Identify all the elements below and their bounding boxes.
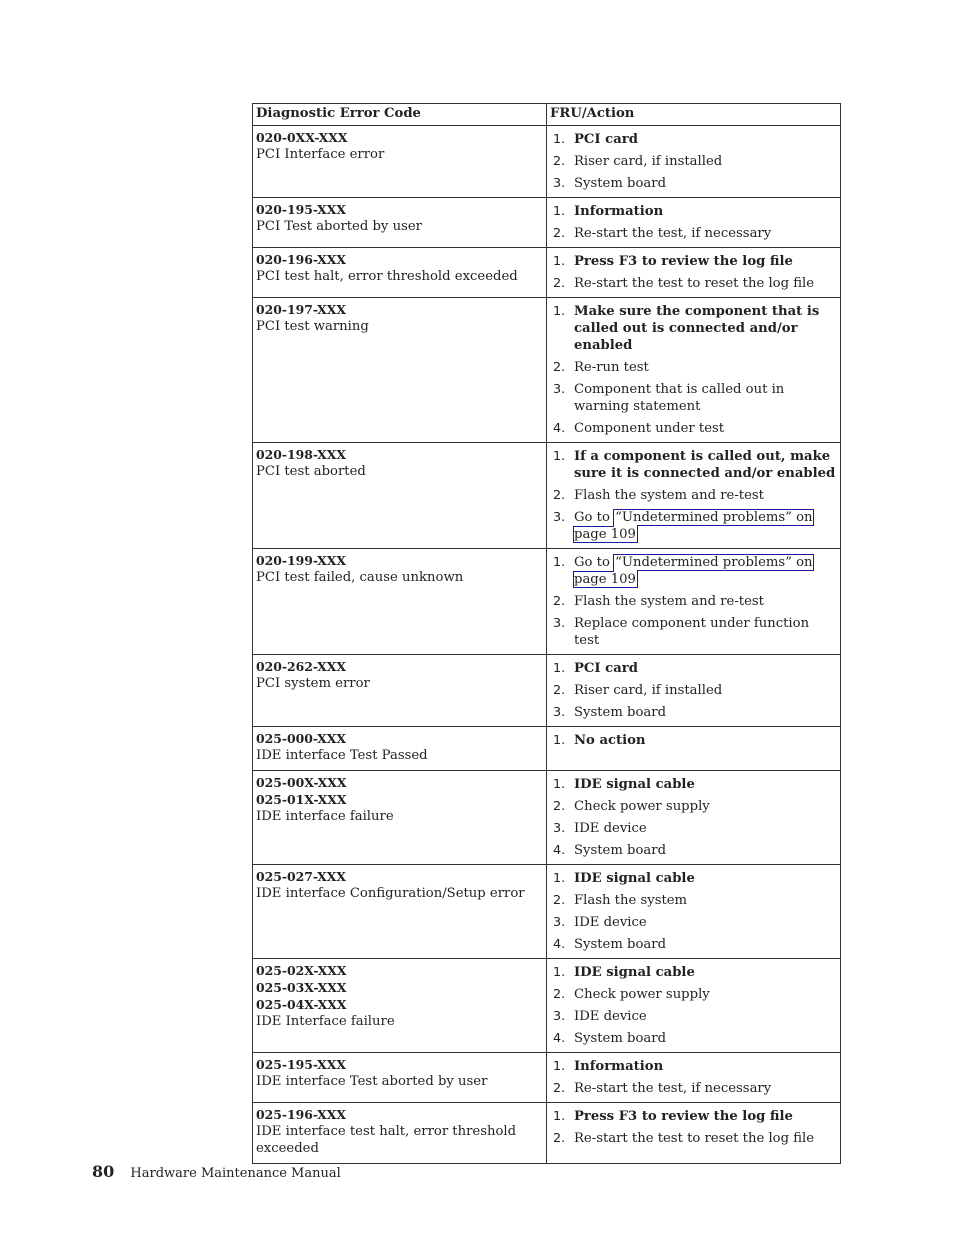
table-header-row <box>253 104 841 126</box>
step-number: 2. <box>553 893 566 908</box>
action-step <box>550 914 837 931</box>
error-description: PCI test failed, cause unknown <box>256 570 464 585</box>
step-text: Re-start the test to reset the log file <box>574 1131 815 1146</box>
step-text: If a component is called out, make sure it is connected and/or enabled <box>574 449 836 481</box>
step-text: Flash the system and re-test <box>574 488 764 503</box>
action-step <box>550 842 837 859</box>
undetermined-problems-link[interactable]: “Undetermined problems” on page 109 <box>574 510 813 542</box>
action-step <box>550 153 837 170</box>
step-text: System board <box>574 843 667 858</box>
table-row <box>253 1053 841 1103</box>
step-text: IDE signal cable <box>574 871 695 886</box>
action-list <box>550 964 837 1047</box>
step-number: 3. <box>553 705 566 720</box>
fru-action-cell <box>547 126 841 198</box>
step-text: Information <box>574 204 664 219</box>
fru-action-cell <box>547 865 841 959</box>
fru-action-cell <box>547 959 841 1053</box>
action-step <box>550 175 837 192</box>
step-text: System board <box>574 937 667 952</box>
step-text: Re-start the test, if necessary <box>574 1081 772 1096</box>
error-code: 020-199-XXX <box>256 553 346 568</box>
footer-title: Hardware Maintenance Manual <box>130 1166 341 1181</box>
action-step <box>550 1108 837 1125</box>
step-number: 1. <box>553 733 566 748</box>
step-number: 2. <box>553 987 566 1002</box>
action-list <box>550 776 837 859</box>
action-step <box>550 1030 837 1047</box>
step-text: Flash the system and re-test <box>574 594 764 609</box>
step-number: 2. <box>553 594 566 609</box>
step-text: Riser card, if installed <box>574 683 723 698</box>
action-step <box>550 732 837 749</box>
step-text: PCI card <box>574 132 638 147</box>
fru-action-cell <box>547 771 841 865</box>
step-number: 1. <box>553 965 566 980</box>
table-row <box>253 549 841 655</box>
action-list <box>550 448 837 543</box>
step-text: System board <box>574 1031 667 1046</box>
step-number: 3. <box>553 915 566 930</box>
table-row <box>253 771 841 865</box>
step-number: 2. <box>553 226 566 241</box>
error-code-cell <box>253 298 547 443</box>
step-text: PCI card <box>574 661 638 676</box>
step-number: 2. <box>553 488 566 503</box>
error-code-cell <box>253 549 547 655</box>
table-row <box>253 198 841 248</box>
step-number: 1. <box>553 871 566 886</box>
action-step <box>550 275 837 292</box>
action-list <box>550 870 837 953</box>
step-text: IDE signal cable <box>574 777 695 792</box>
step-number: 3. <box>553 616 566 631</box>
error-code-cell <box>253 771 547 865</box>
step-text: No action <box>574 733 646 748</box>
step-prefix: Go to <box>574 555 615 570</box>
step-number: 4. <box>553 421 566 436</box>
action-step[interactable] <box>550 554 837 588</box>
error-description: IDE interface Configuration/Setup error <box>256 886 525 901</box>
error-description: PCI Interface error <box>256 147 385 162</box>
step-number: 2. <box>553 1131 566 1146</box>
action-list <box>550 1108 837 1147</box>
error-code-cell <box>253 655 547 727</box>
step-text: Flash the system <box>574 893 688 908</box>
step-prefix: Go to <box>574 510 615 525</box>
step-number: 2. <box>553 154 566 169</box>
action-step <box>550 682 837 699</box>
step-number: 3. <box>553 821 566 836</box>
step-text: Replace component under function test <box>574 616 810 648</box>
action-list <box>550 554 837 649</box>
error-code: 025-196-XXX <box>256 1107 346 1122</box>
action-step <box>550 1130 837 1147</box>
undetermined-problems-link[interactable]: “Undetermined problems” on page 109 <box>574 555 813 587</box>
step-text <box>574 510 813 542</box>
error-description: PCI test halt, error threshold exceeded <box>256 269 518 284</box>
error-code-cell <box>253 1103 547 1164</box>
error-description: PCI test warning <box>256 319 369 334</box>
table-row <box>253 655 841 727</box>
step-text <box>574 555 813 587</box>
error-code: 025-04X-XXX <box>256 997 347 1012</box>
step-number: 4. <box>553 1031 566 1046</box>
step-text: IDE device <box>574 1009 647 1024</box>
action-step <box>550 359 837 376</box>
error-description: IDE interface Test aborted by user <box>256 1074 488 1089</box>
step-number: 1. <box>553 555 566 570</box>
action-step <box>550 448 837 482</box>
step-number: 2. <box>553 683 566 698</box>
fru-action-cell <box>547 1103 841 1164</box>
fru-action-cell <box>547 298 841 443</box>
table-row <box>253 443 841 549</box>
step-number: 2. <box>553 799 566 814</box>
fru-action-cell <box>547 549 841 655</box>
error-code-cell <box>253 443 547 549</box>
table-row <box>253 959 841 1053</box>
error-code: 025-03X-XXX <box>256 980 347 995</box>
action-step <box>550 420 837 437</box>
step-number: 1. <box>553 449 566 464</box>
error-description: IDE interface Test Passed <box>256 748 428 763</box>
step-number: 4. <box>553 937 566 952</box>
action-step <box>550 820 837 837</box>
step-number: 1. <box>553 254 566 269</box>
action-step <box>550 203 837 220</box>
action-list <box>550 660 837 721</box>
error-description: IDE interface failure <box>256 809 394 824</box>
action-step <box>550 487 837 504</box>
fru-action-cell <box>547 727 841 771</box>
step-number: 2. <box>553 360 566 375</box>
error-code: 020-198-XXX <box>256 447 346 462</box>
action-list <box>550 303 837 437</box>
action-list <box>550 131 837 192</box>
step-text: System board <box>574 705 667 720</box>
error-code: 025-01X-XXX <box>256 792 347 807</box>
action-step <box>550 964 837 981</box>
step-number: 1. <box>553 1059 566 1074</box>
fru-action-cell <box>547 248 841 298</box>
action-list <box>550 1058 837 1097</box>
table-row <box>253 1103 841 1164</box>
action-list <box>550 203 837 242</box>
error-description: IDE Interface failure <box>256 1014 395 1029</box>
step-number: 1. <box>553 777 566 792</box>
step-number: 1. <box>553 204 566 219</box>
error-code: 020-195-XXX <box>256 202 346 217</box>
error-code: 020-197-XXX <box>256 302 346 317</box>
fru-action-cell <box>547 443 841 549</box>
action-step <box>550 776 837 793</box>
page-number: 80 <box>92 1162 115 1181</box>
action-step <box>550 303 837 354</box>
table-row <box>253 248 841 298</box>
step-number: 3. <box>553 176 566 191</box>
error-description: PCI system error <box>256 676 370 691</box>
action-step <box>550 1058 837 1075</box>
table-row <box>253 298 841 443</box>
step-text: Check power supply <box>574 799 710 814</box>
step-text: Re-start the test, if necessary <box>574 226 772 241</box>
action-step <box>550 131 837 148</box>
error-code-cell <box>253 727 547 771</box>
action-step <box>550 225 837 242</box>
step-text: IDE device <box>574 915 647 930</box>
action-step <box>550 936 837 953</box>
step-number: 2. <box>553 1081 566 1096</box>
step-text: Press F3 to review the log file <box>574 254 793 269</box>
action-step <box>550 660 837 677</box>
error-code: 020-196-XXX <box>256 252 346 267</box>
step-text: Re-run test <box>574 360 649 375</box>
error-code: 025-02X-XXX <box>256 963 347 978</box>
error-code: 025-000-XXX <box>256 731 346 746</box>
step-number: 3. <box>553 382 566 397</box>
step-number: 2. <box>553 276 566 291</box>
error-code: 025-00X-XXX <box>256 775 347 790</box>
error-code-cell <box>253 865 547 959</box>
step-text: IDE signal cable <box>574 965 695 980</box>
fru-action-cell <box>547 198 841 248</box>
step-number: 1. <box>553 661 566 676</box>
step-number: 3. <box>553 1009 566 1024</box>
page-footer <box>92 1162 341 1181</box>
step-text: Component that is called out in warning statement <box>574 382 785 414</box>
error-description: IDE interface test halt, error threshold exceeded <box>256 1124 517 1156</box>
error-description: PCI Test aborted by user <box>256 219 422 234</box>
step-text: Re-start the test to reset the log file <box>574 276 815 291</box>
step-text: Component under test <box>574 421 725 436</box>
step-text: IDE device <box>574 821 647 836</box>
error-code: 020-262-XXX <box>256 659 346 674</box>
action-step <box>550 593 837 610</box>
error-code-cell <box>253 959 547 1053</box>
step-number: 1. <box>553 304 566 319</box>
error-code: 025-195-XXX <box>256 1057 346 1072</box>
action-step <box>550 798 837 815</box>
action-step <box>550 870 837 887</box>
error-code-cell <box>253 198 547 248</box>
step-number: 1. <box>553 132 566 147</box>
step-text: Make sure the component that is called out is connected and/or enabled <box>574 304 820 353</box>
fru-action-cell <box>547 1053 841 1103</box>
error-code-cell <box>253 248 547 298</box>
step-text: Press F3 to review the log file <box>574 1109 793 1124</box>
header-diagnostic-error-code: Diagnostic Error Code <box>253 104 547 126</box>
action-step <box>550 704 837 721</box>
step-text: Check power supply <box>574 987 710 1002</box>
step-number: 4. <box>553 843 566 858</box>
action-step <box>550 986 837 1003</box>
action-step <box>550 1080 837 1097</box>
action-step[interactable] <box>550 509 837 543</box>
table-row <box>253 865 841 959</box>
action-step <box>550 381 837 415</box>
step-number: 3. <box>553 510 566 525</box>
action-step <box>550 892 837 909</box>
action-step <box>550 1008 837 1025</box>
step-text: System board <box>574 176 667 191</box>
step-text: Riser card, if installed <box>574 154 723 169</box>
error-code-cell <box>253 1053 547 1103</box>
step-number: 1. <box>553 1109 566 1124</box>
header-fru-action: FRU/Action <box>547 104 841 126</box>
action-list <box>550 253 837 292</box>
error-code: 025-027-XXX <box>256 869 346 884</box>
action-step <box>550 253 837 270</box>
step-text: Information <box>574 1059 664 1074</box>
table-row <box>253 126 841 198</box>
diagnostic-error-code-table <box>252 103 841 1164</box>
error-code: 020-0XX-XXX <box>256 130 348 145</box>
error-code-cell <box>253 126 547 198</box>
fru-action-cell <box>547 655 841 727</box>
table-row <box>253 727 841 771</box>
action-step <box>550 615 837 649</box>
error-description: PCI test aborted <box>256 464 366 479</box>
action-list <box>550 732 837 749</box>
